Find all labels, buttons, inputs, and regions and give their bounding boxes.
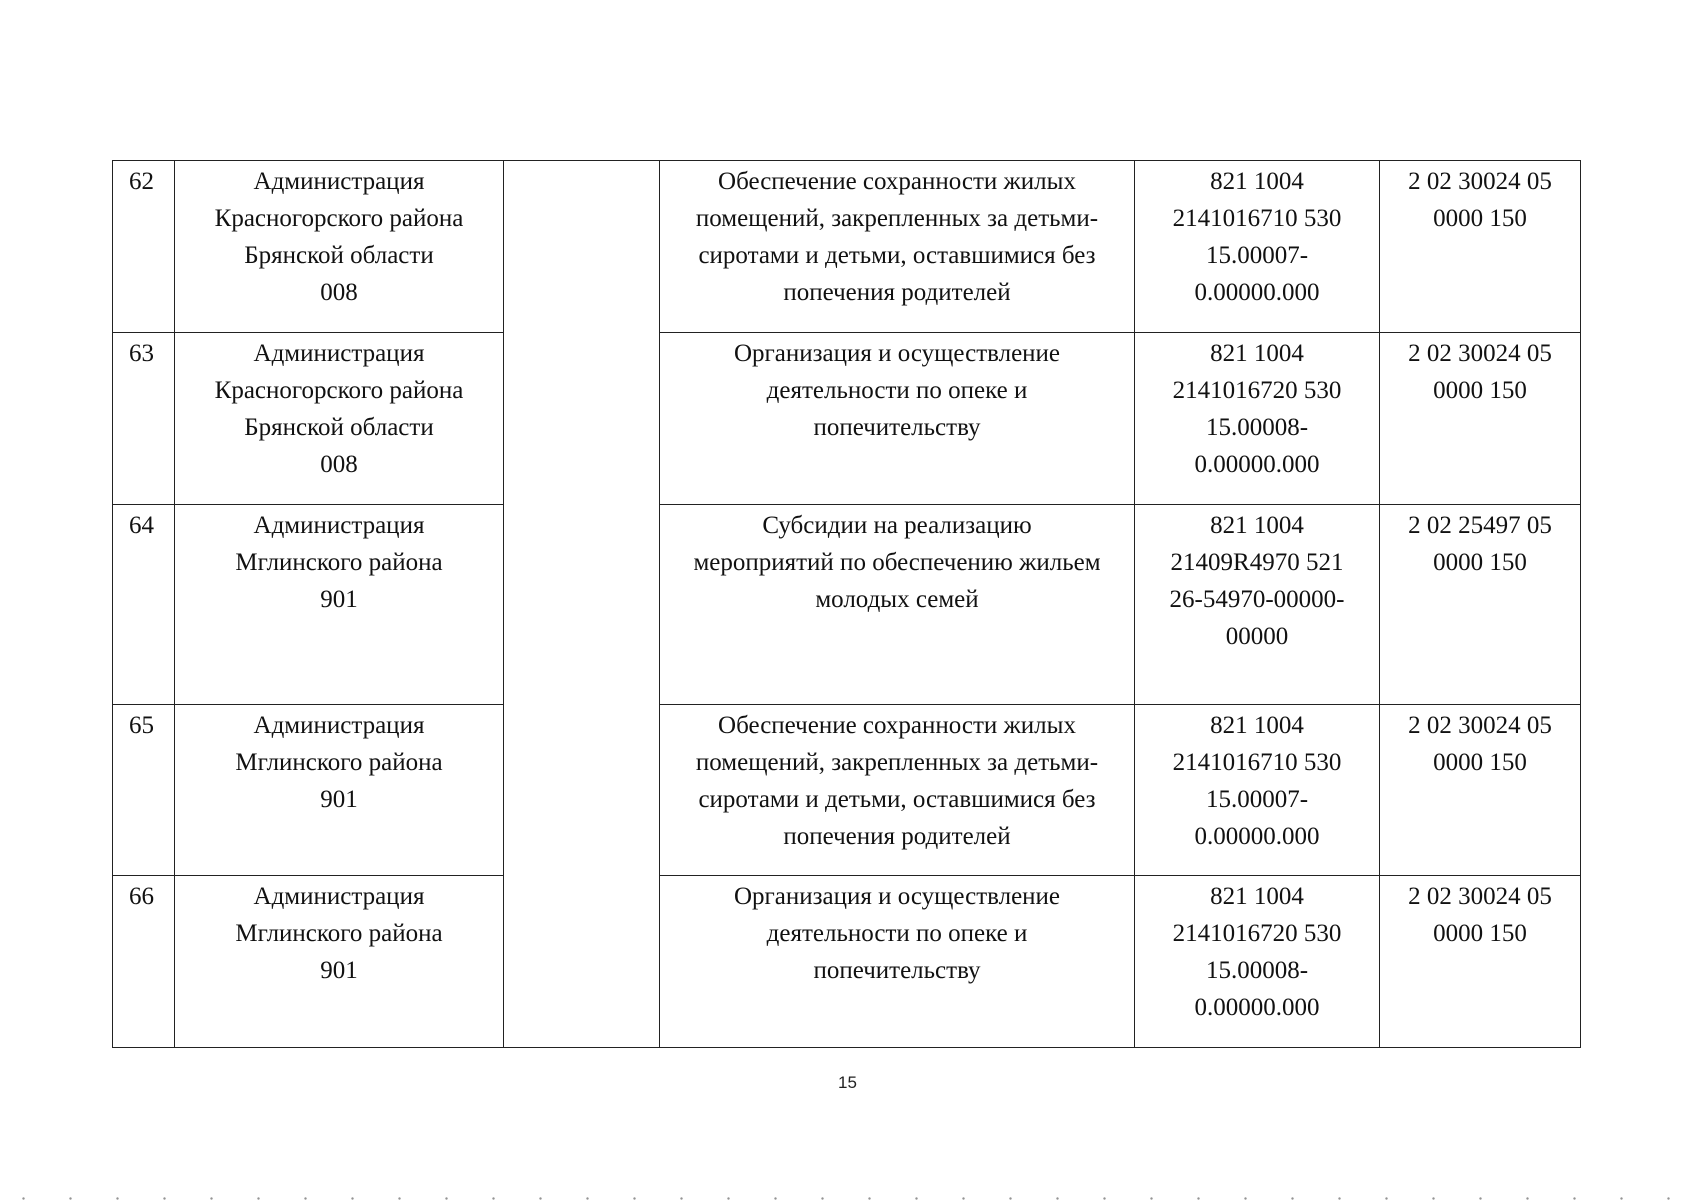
purpose-line: деятельности по опеке и	[766, 920, 1028, 947]
organization-line: Администрация	[253, 883, 425, 910]
purpose-line: сиротами и детьми, оставшимися без	[698, 242, 1096, 269]
revenue-code-line: 0000 150	[1433, 549, 1527, 576]
purpose-line: попечения родителей	[783, 279, 1011, 306]
budget-code-line: 821 1004	[1210, 340, 1304, 367]
revenue-code-line: 0000 150	[1433, 377, 1527, 404]
organization-cell	[175, 876, 504, 1048]
organization-line: 901	[320, 586, 358, 613]
revenue-code-line: 0000 150	[1433, 749, 1527, 776]
purpose-line: попечения родителей	[783, 823, 1011, 850]
organization-cell	[175, 705, 504, 876]
budget-code-line: 00000	[1225, 623, 1289, 650]
organization-line: Мглинского района	[235, 920, 443, 947]
revenue-code-cell	[1380, 705, 1581, 876]
organization-line: 008	[320, 451, 358, 478]
purpose-line: мероприятий по обеспечению жильем	[693, 549, 1101, 576]
organization-line: Администрация	[253, 340, 425, 367]
table-row	[113, 505, 1581, 705]
budget-code-line: 821 1004	[1210, 512, 1304, 539]
purpose-cell	[660, 876, 1135, 1048]
purpose-line: попечительству	[813, 414, 981, 441]
revenue-code-cell	[1380, 333, 1581, 505]
table-row	[113, 333, 1581, 505]
organization-cell	[175, 333, 504, 505]
budget-code-line: 0.00000.000	[1194, 279, 1320, 306]
budget-code-line: 2141016720 530	[1172, 377, 1342, 404]
revenue-code-cell	[1380, 876, 1581, 1048]
organization-line: Красногорского района	[214, 205, 464, 232]
organization-line: 008	[320, 279, 358, 306]
empty-cell	[504, 161, 660, 333]
allocation-table	[112, 160, 1581, 1048]
purpose-line: помещений, закрепленных за детьми-	[695, 749, 1099, 776]
budget-code-line: 26-54970-00000-	[1169, 586, 1345, 613]
purpose-cell	[660, 505, 1135, 705]
purpose-cell	[660, 161, 1135, 333]
organization-line: Брянской области	[244, 414, 434, 441]
budget-code-line: 15.00008-	[1205, 957, 1309, 984]
empty-cell	[504, 705, 660, 876]
purpose-line: Обеспечение сохранности жилых	[718, 168, 1076, 195]
budget-code-line: 15.00007-	[1205, 242, 1309, 269]
budget-code-cell	[1135, 161, 1380, 333]
revenue-code-cell	[1380, 505, 1581, 705]
purpose-cell	[660, 705, 1135, 876]
revenue-code-line: 0000 150	[1433, 920, 1527, 947]
organization-line: Брянской области	[244, 242, 434, 269]
organization-line: 901	[320, 957, 358, 984]
budget-code-line: 2141016710 530	[1172, 205, 1342, 232]
purpose-line: молодых семей	[815, 586, 979, 613]
purpose-line: Организация и осуществление	[733, 340, 1061, 367]
revenue-code-cell	[1380, 161, 1581, 333]
row-number: 62	[113, 161, 175, 333]
organization-line: 901	[320, 786, 358, 813]
revenue-code-line: 2 02 30024 05	[1408, 712, 1552, 739]
organization-line: Мглинского района	[235, 749, 443, 776]
budget-code-cell	[1135, 705, 1380, 876]
organization-line: Администрация	[253, 168, 425, 195]
purpose-cell	[660, 333, 1135, 505]
budget-code-line: 821 1004	[1210, 712, 1304, 739]
purpose-line: сиротами и детьми, оставшимися без	[698, 786, 1096, 813]
organization-line: Красногорского района	[214, 377, 464, 404]
row-number: 63	[113, 333, 175, 505]
purpose-line: деятельности по опеке и	[766, 377, 1028, 404]
budget-code-line: 821 1004	[1210, 168, 1304, 195]
budget-code-line: 2141016720 530	[1172, 920, 1342, 947]
organization-line: Мглинского района	[235, 549, 443, 576]
organization-cell	[175, 161, 504, 333]
organization-cell	[175, 505, 504, 705]
row-number: 65	[113, 705, 175, 876]
purpose-line: попечительству	[813, 957, 981, 984]
table-body	[113, 161, 1581, 1048]
purpose-line: Организация и осуществление	[733, 883, 1061, 910]
budget-code-cell	[1135, 505, 1380, 705]
empty-cell	[504, 876, 660, 1048]
budget-code-line: 2141016710 530	[1172, 749, 1342, 776]
organization-line: Администрация	[253, 712, 425, 739]
budget-code-line: 0.00000.000	[1194, 451, 1320, 478]
revenue-code-line: 2 02 30024 05	[1408, 340, 1552, 367]
table-row	[113, 705, 1581, 876]
empty-cell	[504, 505, 660, 705]
budget-code-line: 0.00000.000	[1194, 994, 1320, 1021]
budget-code-line: 15.00007-	[1205, 786, 1309, 813]
organization-line: Администрация	[253, 512, 425, 539]
table-row	[113, 876, 1581, 1048]
budget-code-line: 21409R4970 521	[1170, 549, 1344, 576]
row-number: 66	[113, 876, 175, 1048]
purpose-line: Субсидии на реализацию	[762, 512, 1032, 539]
purpose-line: Обеспечение сохранности жилых	[718, 712, 1076, 739]
table-row	[113, 161, 1581, 333]
budget-code-line: 0.00000.000	[1194, 823, 1320, 850]
purpose-line: помещений, закрепленных за детьми-	[695, 205, 1099, 232]
empty-cell	[504, 333, 660, 505]
budget-code-cell	[1135, 333, 1380, 505]
budget-code-line: 821 1004	[1210, 883, 1304, 910]
revenue-code-line: 2 02 25497 05	[1408, 512, 1552, 539]
row-number: 64	[113, 505, 175, 705]
revenue-code-line: 2 02 30024 05	[1408, 883, 1552, 910]
revenue-code-line: 2 02 30024 05	[1408, 168, 1552, 195]
budget-code-cell	[1135, 876, 1380, 1048]
page-number: 15	[838, 1073, 857, 1092]
revenue-code-line: 0000 150	[1433, 205, 1527, 232]
budget-code-line: 15.00008-	[1205, 414, 1309, 441]
